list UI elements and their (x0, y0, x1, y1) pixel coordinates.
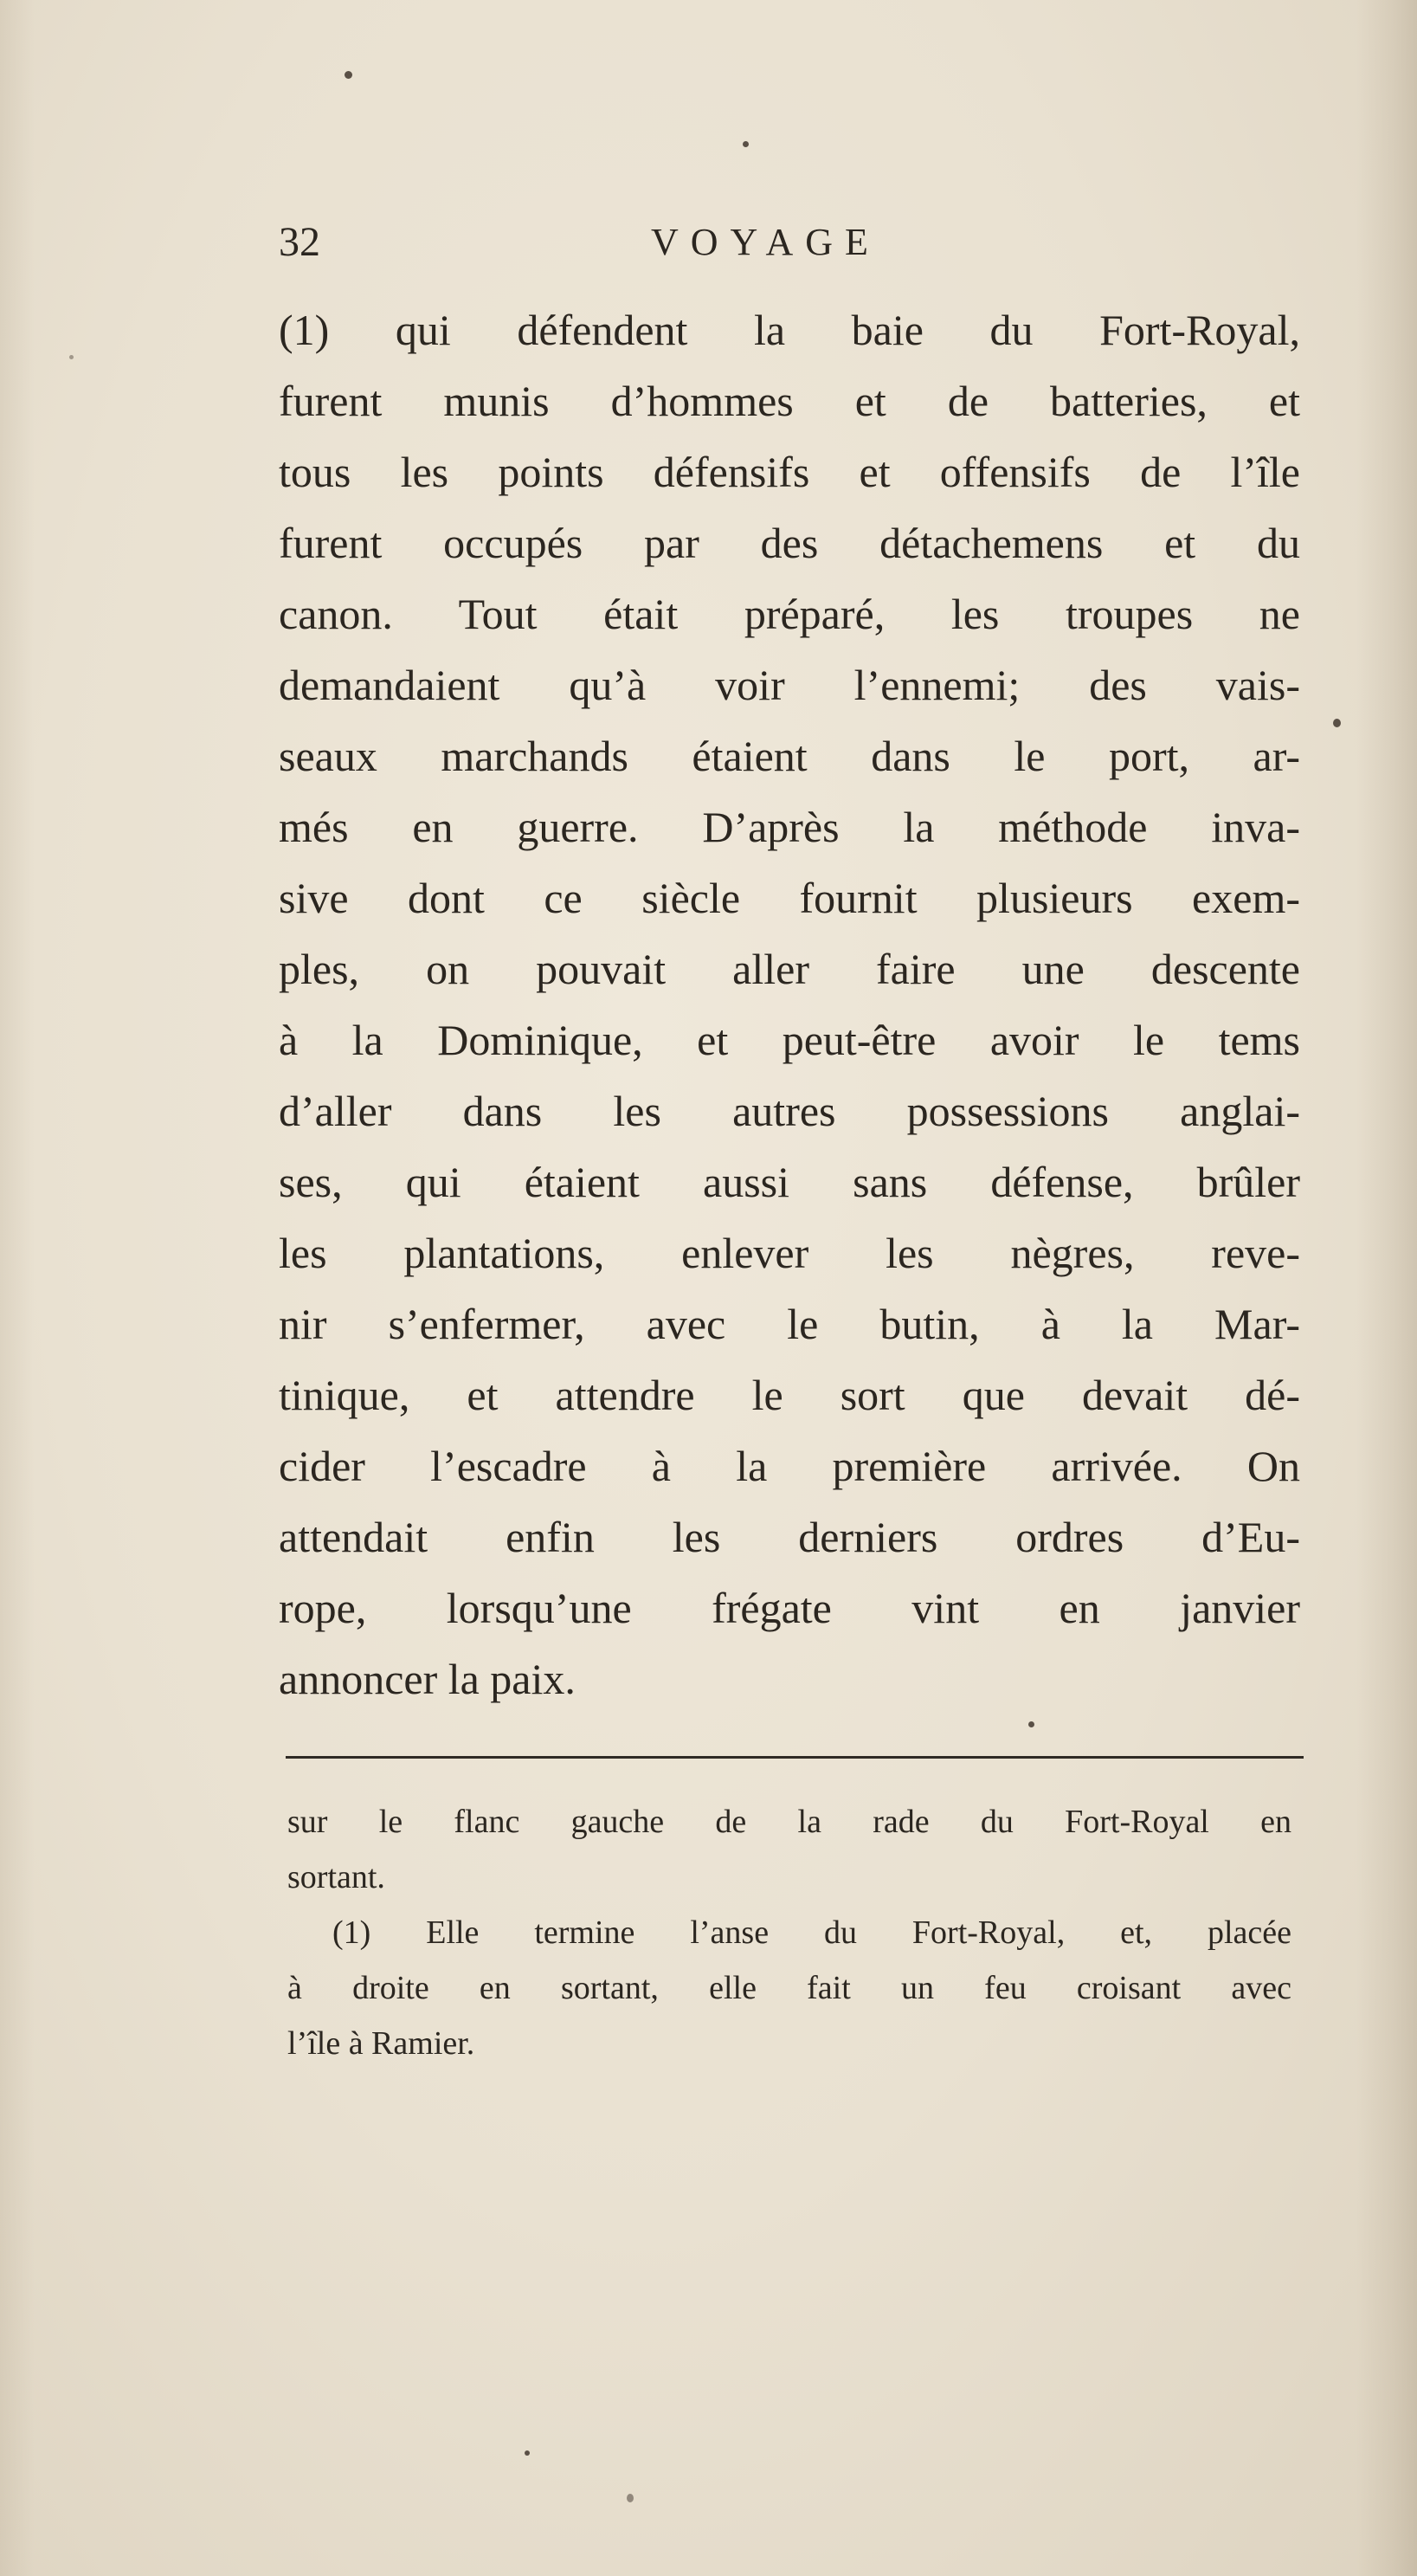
text-line: sive dont ce siècle fournit plusieurs exem- (279, 874, 1300, 922)
text-line: demandaient qu’à voir l’ennemi; des vais- (279, 661, 1300, 709)
ink-speck (345, 71, 352, 79)
ink-speck (743, 141, 749, 147)
text-line: annoncer la paix. (279, 1655, 576, 1703)
text-line: les plantations, enlever les nègres, reve- (279, 1229, 1300, 1277)
text-line: attendait enfin les derniers ordres d’Eu- (279, 1513, 1300, 1561)
text-line: més en guerre. D’après la méthode inva- (279, 803, 1300, 851)
page-header (279, 216, 1300, 268)
footnote-rule (286, 1756, 1304, 1759)
running-head: VOYAGE (651, 221, 880, 263)
ink-speck (1028, 1721, 1034, 1727)
text-line: ses, qui étaient aussi sans défense, brûler (279, 1158, 1300, 1206)
text-line: à la Dominique, et peut-être avoir le tems (279, 1016, 1300, 1064)
ink-speck (627, 2494, 634, 2502)
footnote-line: à droite en sortant, elle fait un feu croisant avec (287, 1970, 1291, 2006)
ink-speck (69, 355, 74, 359)
page-shadow-left (0, 0, 35, 2576)
footnote-line: (1) Elle termine l’anse du Fort-Royal, et, placée (332, 1914, 1291, 1951)
text-line: canon. Tout était préparé, les troupes ne (279, 590, 1300, 638)
text-line: (1) qui défendent la baie du Fort-Royal, (279, 306, 1300, 354)
text-line: nir s’enfermer, avec le butin, à la Mar- (279, 1300, 1300, 1348)
text-line: rope, lorsqu’une frégate vint en janvier (279, 1584, 1300, 1632)
text-line: d’aller dans les autres possessions anglai- (279, 1087, 1300, 1135)
footnote-line: l’île à Ramier. (287, 2025, 475, 2062)
ink-speck (525, 2450, 530, 2456)
page-number: 32 (279, 219, 320, 265)
ink-speck (1333, 719, 1341, 727)
text-line: cider l’escadre à la première arrivée. On (279, 1442, 1300, 1490)
text-line: furent munis d’hommes et de batteries, et (279, 377, 1300, 425)
footnotes (287, 1794, 1291, 2071)
text-line: seaux marchands étaient dans le port, ar- (279, 732, 1300, 780)
text-line: tinique, et attendre le sort que devait dé- (279, 1371, 1300, 1419)
footnote-continued-line: sortant. (287, 1859, 385, 1895)
text-line: ples, on pouvait aller faire une descente (279, 945, 1300, 993)
footnote-continued-line: sur le flanc gauche de la rade du Fort-Royal en (287, 1804, 1291, 1840)
text-line: furent occupés par des détachemens et du (279, 519, 1300, 567)
body-text (279, 294, 1300, 1714)
page-shadow-right (1356, 0, 1417, 2576)
text-line: tous les points défensifs et offensifs de l’île (279, 448, 1300, 496)
